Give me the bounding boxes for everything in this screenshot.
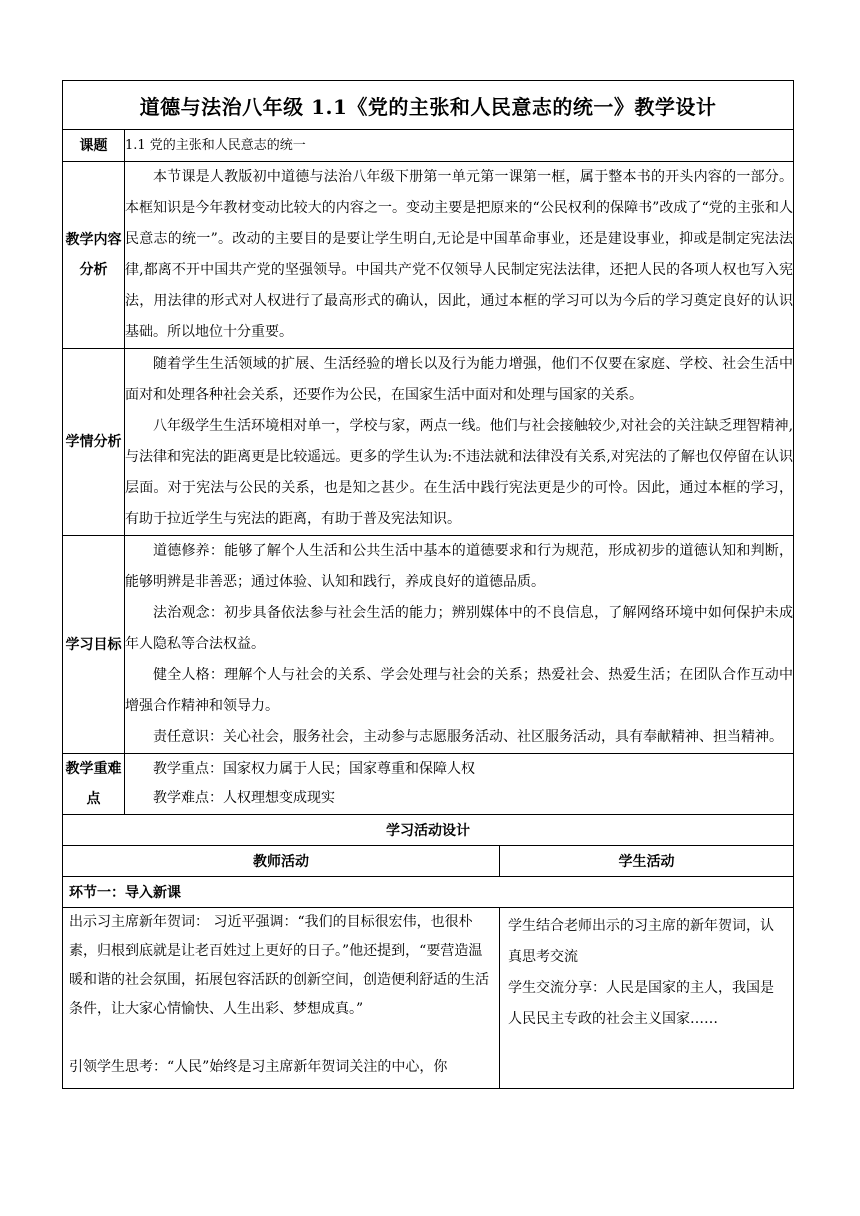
student-analysis-text — [125, 349, 794, 536]
student-activity-text: 学生结合老师出示的习主席的新年贺词，认真思考交流 — [508, 918, 774, 965]
objectives-text — [125, 536, 794, 754]
content-analysis-text — [125, 162, 794, 349]
activity-column-header-row — [63, 846, 794, 877]
topic-value: 1.1 党的主张和人民意志的统一 — [125, 130, 794, 162]
document-title: 道德与法治八年级 1.1《党的主张和人民意志的统一》教学设计 — [63, 81, 794, 130]
objective-personality: 健全人格：理解个人与社会的关系、学会处理与社会的关系；热爱社会、热爱生活；在团队合作互动中增强合作精神和领导力。 — [125, 667, 794, 714]
student-activity-text: 学生交流分享：人民是国家的主人，我国是人民民主专政的社会主义国家…… — [508, 980, 774, 1027]
difficult-point: 教学难点：人权理想变成现实 — [153, 790, 335, 806]
student-activity-header: 学生活动 — [500, 846, 794, 877]
content-analysis-row — [63, 162, 794, 349]
student-analysis-row — [63, 349, 794, 536]
step-one-row — [63, 877, 794, 908]
student-activity-cell — [500, 908, 794, 1089]
lesson-plan-document — [62, 80, 793, 1089]
objectives-row — [63, 536, 794, 754]
content-analysis-paragraph: 本节课是人教版初中道德与法治八年级下册第一单元第一课第一框，属于整本书的开头内容的一部分。本框知识是今年教材变动比较大的内容之一。变动主要是把原来的“公民权利的保障书”改成了“党的主张和人民意志的统一”。改动的主要目的是要让学生明白,无论是中国革命事业，还是建设事业，抑或是制定宪法法律,都离不开中国共产党的坚强领导。中国共产党不仅领导人民制定宪法法律，还把人民的各项人权也写入宪法，用法律的形式对人权进行了最高形式的确认，因此，通过本框的学习可以为今后的学习奠定良好的认识基础。所以地位十分重要。 — [125, 169, 794, 340]
activity-design-heading: 学习活动设计 — [63, 815, 794, 846]
title-row — [63, 81, 794, 130]
topic-row — [63, 130, 794, 162]
key-points-row — [63, 754, 794, 815]
teacher-activity-text: 出示习主席新年贺词： 习近平强调：“我们的目标很宏伟，也很朴素，归根到底就是让老百姓过上更好的日子。”他还提到，“要营造温暖和谐的社会氛围，拓展包容活跃的创新空间，创造便利舒适的生活条件，让大家心情愉快、人生出彩、梦想成真。” — [69, 914, 489, 1017]
objective-responsibility: 责任意识：关心社会，服务社会，主动参与志愿服务活动、社区服务活动，具有奉献精神、担当精神。 — [153, 729, 783, 745]
key-point: 教学重点：国家权力属于人民；国家尊重和保障人权 — [153, 761, 475, 777]
key-points-label: 教学重难点 — [63, 754, 125, 815]
teacher-activity-header: 教师活动 — [63, 846, 500, 877]
student-analysis-paragraph: 随着学生生活领域的扩展、生活经验的增长以及行为能力增强，他们不仅要在家庭、学校、社会生活中面对和处理各种社会关系，还要作为公民，在国家生活中面对和处理与国家的关系。 — [125, 356, 794, 403]
objective-law: 法治观念：初步具备依法参与社会生活的能力；辨别媒体中的不良信息，了解网络环境中如何保护未成年人隐私等合法权益。 — [125, 605, 794, 652]
objectives-label: 学习目标 — [63, 536, 125, 754]
content-analysis-label: 教学内容分析 — [63, 162, 125, 349]
step-one-heading: 环节一：导入新课 — [63, 877, 794, 908]
student-analysis-label: 学情分析 — [63, 349, 125, 536]
teacher-activity-cell — [63, 908, 500, 1089]
teacher-activity-text-continued: 引领学生思考：“人民”始终是习主席新年贺词关注的中心，你 — [69, 1059, 448, 1075]
lesson-plan-table — [62, 80, 794, 1089]
topic-label: 课题 — [63, 130, 125, 162]
objective-moral: 道德修养：能够了解个人生活和公共生活中基本的道德要求和行为规范，形成初步的道德认知和判断，能够明辨是非善恶；通过体验、认知和践行，养成良好的道德品质。 — [125, 543, 794, 590]
activity-heading-row — [63, 815, 794, 846]
key-points-text — [125, 754, 794, 815]
paragraph-gap — [69, 1024, 493, 1053]
step-one-content-row — [63, 908, 794, 1089]
student-analysis-paragraph: 八年级学生生活环境相对单一，学校与家，两点一线。他们与社会接触较少,对社会的关注缺乏理智精神,与法律和宪法的距离更是比较遥远。更多的学生认为:不违法就和法律没有关系,对宪法的了解也仅停留在认识层面。对于宪法与公民的关系，也是知之甚少。在生活中践行宪法更是少的可怜。因此，通过本框的学习，有助于拉近学生与宪法的距离，有助于普及宪法知识。 — [125, 418, 794, 527]
